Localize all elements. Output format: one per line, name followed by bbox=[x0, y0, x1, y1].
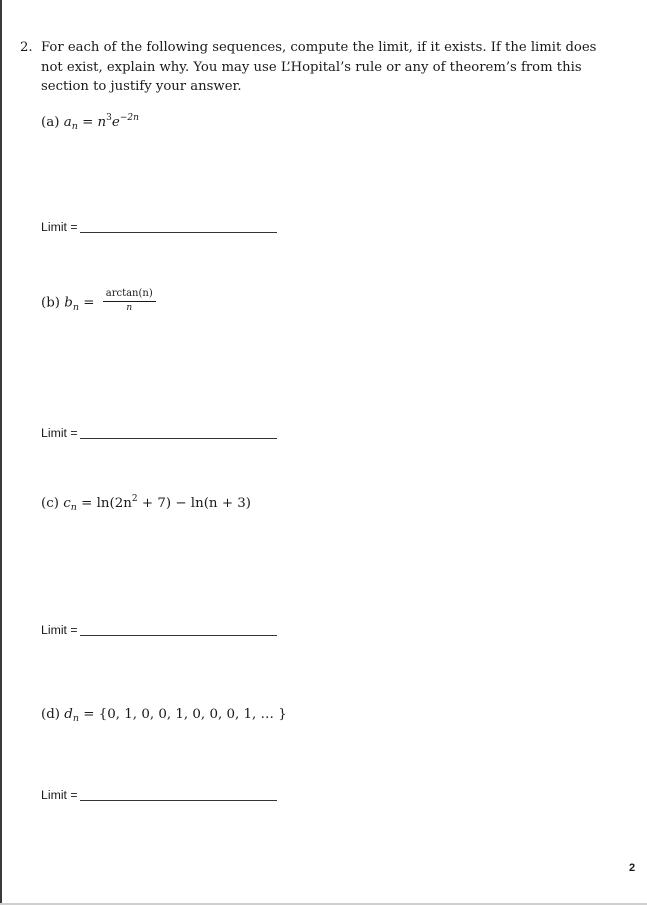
part-c-answer-line[interactable] bbox=[80, 635, 277, 636]
part-d-limit-label: Limit = bbox=[41, 788, 78, 802]
part-d-eq: = bbox=[79, 707, 99, 722]
part-c-eq: = bbox=[76, 496, 97, 511]
part-b-label: (b) bbox=[41, 295, 61, 311]
part-d-answer-line[interactable] bbox=[80, 800, 277, 801]
question-text: For each of the following sequences, compute the limit, if it exists. If the limit does not exist, explain why. You may use L’Hopital’s rule or any of theorem’s from this section to justify your answer. bbox=[41, 40, 597, 94]
part-c-sub: n bbox=[70, 502, 77, 513]
part-c-var: c bbox=[63, 496, 71, 511]
part-b-numerator: arctan(n) bbox=[103, 288, 156, 302]
part-a-formula bbox=[41, 115, 139, 130]
part-b-eq: = bbox=[79, 295, 99, 311]
part-d-limit bbox=[41, 788, 277, 802]
part-a-limit bbox=[41, 220, 277, 234]
part-b-denominator: n bbox=[126, 303, 133, 313]
page-number: 2 bbox=[629, 862, 636, 874]
question-number: 2. bbox=[20, 40, 33, 55]
part-a-answer-line[interactable] bbox=[80, 232, 277, 233]
part-c-limit bbox=[41, 623, 277, 637]
part-a-var: a bbox=[63, 115, 72, 130]
part-b-var: b bbox=[64, 295, 73, 311]
part-a-label: (a) bbox=[41, 115, 60, 130]
part-c-formula bbox=[41, 496, 251, 511]
part-a-sub: n bbox=[71, 121, 78, 132]
part-d-sub: n bbox=[72, 713, 79, 724]
part-d-label: (d) bbox=[41, 707, 61, 722]
part-b-fraction bbox=[103, 288, 156, 314]
part-a-base: n bbox=[97, 115, 107, 130]
part-c-limit-label: Limit = bbox=[41, 623, 78, 637]
part-b-formula bbox=[41, 290, 156, 316]
part-a-limit-label: Limit = bbox=[41, 220, 78, 234]
page-left-edge bbox=[0, 0, 2, 905]
part-c-label: (c) bbox=[41, 496, 59, 511]
part-b-answer-line[interactable] bbox=[80, 438, 277, 439]
part-d-var: d bbox=[64, 707, 73, 722]
part-b-limit-label: Limit = bbox=[41, 426, 78, 440]
part-a-exp2: −2n bbox=[119, 113, 139, 123]
part-d-formula bbox=[41, 707, 287, 722]
question-2 bbox=[20, 38, 620, 97]
part-c-expr-pre: ln(2n bbox=[96, 496, 132, 511]
part-b-sub: n bbox=[72, 301, 79, 313]
part-c-exp: 2 bbox=[131, 494, 138, 504]
part-a-exp1: 3 bbox=[106, 113, 112, 123]
part-c-expr-post: + 7) − ln(n + 3) bbox=[137, 496, 252, 511]
part-a-eq: = bbox=[77, 115, 98, 130]
part-a-base2: e bbox=[111, 115, 120, 130]
part-d-expr: {0, 1, 0, 0, 1, 0, 0, 0, 1, … } bbox=[98, 707, 287, 722]
part-b-limit bbox=[41, 426, 277, 440]
